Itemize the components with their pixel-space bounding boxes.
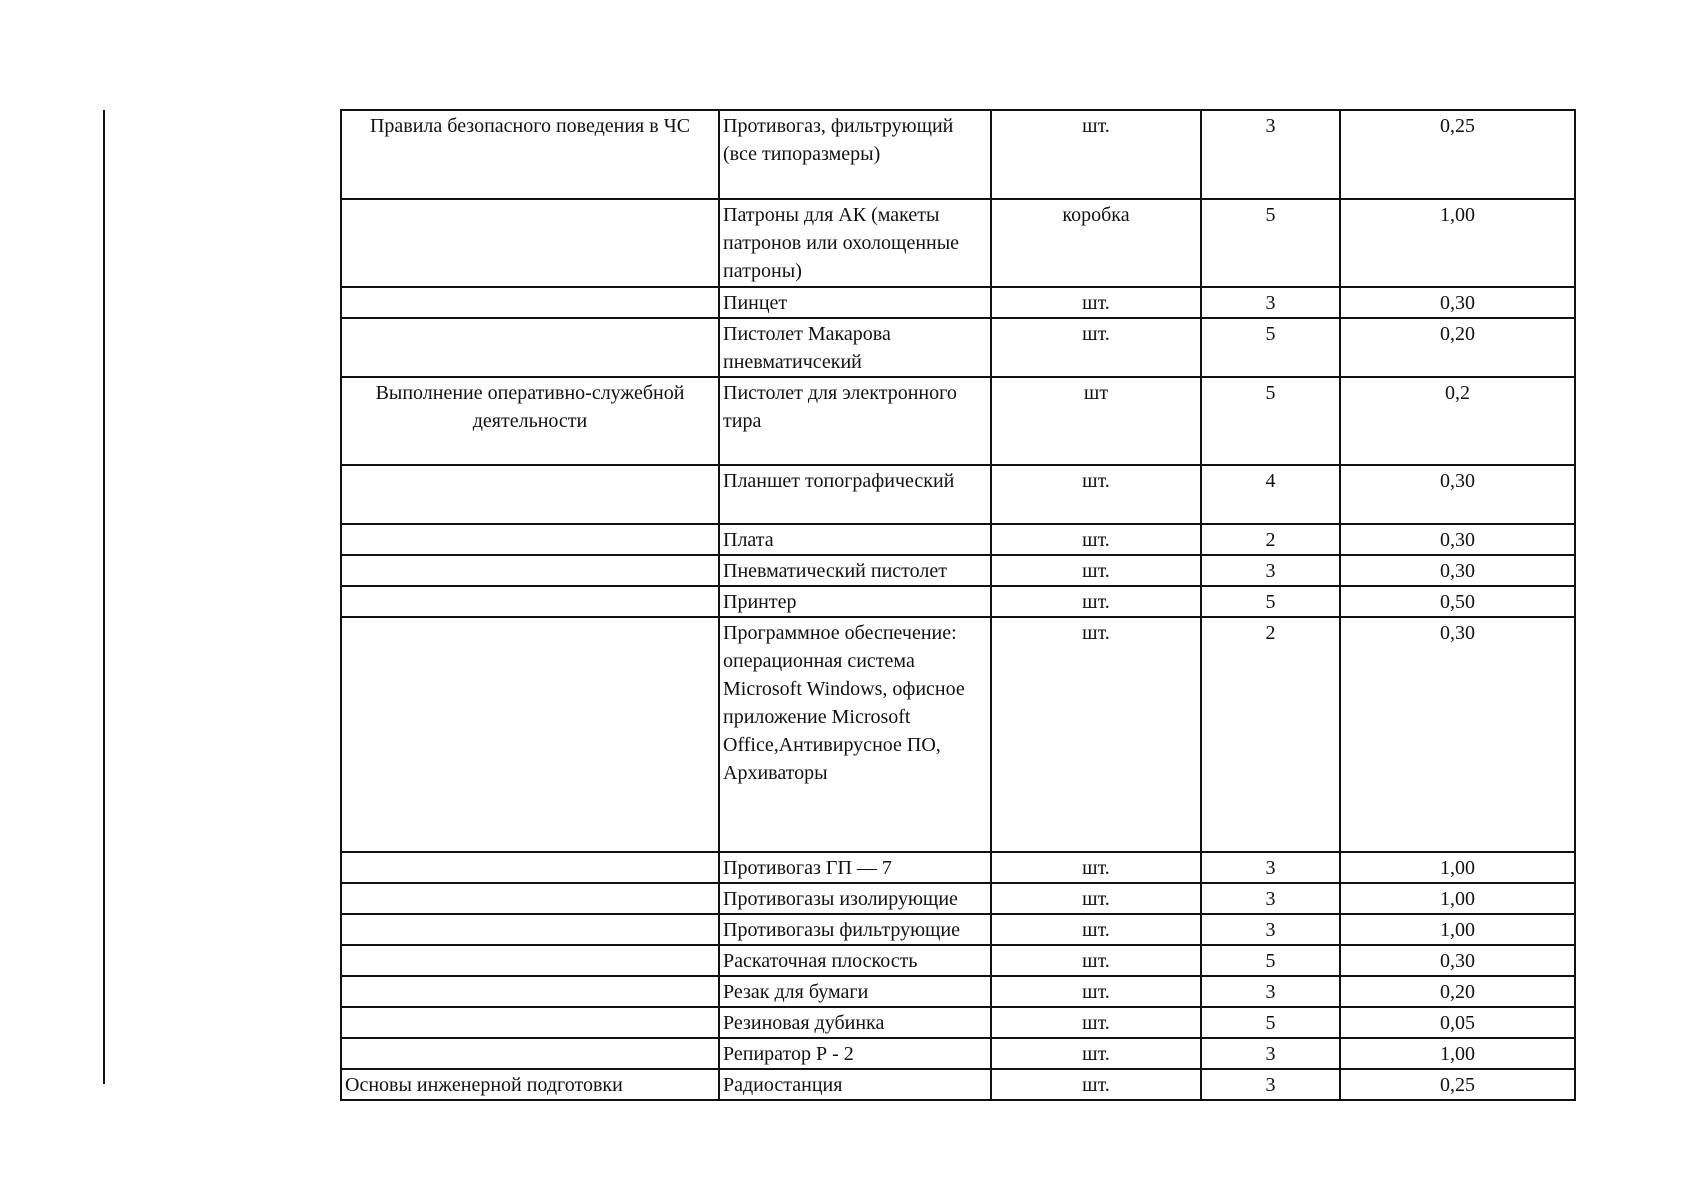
quantity-cell: 3: [1201, 287, 1340, 318]
discipline-cell: [341, 524, 719, 555]
item-cell: Пистолет Макарова пневматичсекий: [719, 318, 991, 377]
wear-rate-cell: 0,05: [1340, 1007, 1575, 1038]
discipline-cell: Правила безопасного поведения в ЧС: [341, 110, 719, 199]
discipline-cell: [341, 199, 719, 287]
wear-rate-cell: 0,30: [1340, 524, 1575, 555]
unit-cell: шт.: [991, 1007, 1201, 1038]
discipline-cell: [341, 287, 719, 318]
quantity-cell: 3: [1201, 914, 1340, 945]
quantity-cell: 5: [1201, 586, 1340, 617]
left-margin-line: [103, 110, 105, 1084]
table-row: [341, 976, 1575, 1007]
discipline-cell: [341, 617, 719, 852]
quantity-cell: 5: [1201, 377, 1340, 465]
wear-rate-cell: 0,2: [1340, 377, 1575, 465]
unit-cell: шт.: [991, 110, 1201, 199]
unit-cell: шт.: [991, 852, 1201, 883]
equipment-table: [340, 109, 1576, 1101]
unit-cell: шт.: [991, 318, 1201, 377]
unit-cell: шт.: [991, 1038, 1201, 1069]
wear-rate-cell: 0,30: [1340, 287, 1575, 318]
item-cell: Патроны для АК (макеты патронов или охолощенные патроны): [719, 199, 991, 287]
unit-cell: шт.: [991, 555, 1201, 586]
unit-cell: шт.: [991, 465, 1201, 524]
unit-cell: шт.: [991, 914, 1201, 945]
quantity-cell: 3: [1201, 883, 1340, 914]
item-cell: Противогаз, фильтрующий (все типоразмеры): [719, 110, 991, 199]
item-cell: Радиостанция: [719, 1069, 991, 1100]
unit-cell: шт.: [991, 976, 1201, 1007]
discipline-cell: [341, 555, 719, 586]
table-row: [341, 586, 1575, 617]
table-row: [341, 1038, 1575, 1069]
item-cell: Пистолет для электронного тира: [719, 377, 991, 465]
table-row: [341, 377, 1575, 465]
wear-rate-cell: 1,00: [1340, 852, 1575, 883]
table-row: [341, 287, 1575, 318]
wear-rate-cell: 1,00: [1340, 199, 1575, 287]
wear-rate-cell: 0,30: [1340, 465, 1575, 524]
discipline-cell: Выполнение оперативно-служебной деятельности: [341, 377, 719, 465]
table-row: [341, 199, 1575, 287]
unit-cell: шт.: [991, 945, 1201, 976]
quantity-cell: 4: [1201, 465, 1340, 524]
item-cell: Плата: [719, 524, 991, 555]
table-row: [341, 914, 1575, 945]
quantity-cell: 3: [1201, 976, 1340, 1007]
table-row: [341, 945, 1575, 976]
item-cell: Пинцет: [719, 287, 991, 318]
quantity-cell: 3: [1201, 555, 1340, 586]
item-cell: Раскаточная плоскость: [719, 945, 991, 976]
item-cell: Пневматический пистолет: [719, 555, 991, 586]
item-cell: Принтер: [719, 586, 991, 617]
quantity-cell: 5: [1201, 1007, 1340, 1038]
table-row: [341, 1069, 1575, 1100]
unit-cell: шт.: [991, 586, 1201, 617]
wear-rate-cell: 0,50: [1340, 586, 1575, 617]
table-row: [341, 617, 1575, 852]
discipline-cell: [341, 1007, 719, 1038]
table-row: [341, 852, 1575, 883]
discipline-cell: [341, 318, 719, 377]
wear-rate-cell: 0,25: [1340, 110, 1575, 199]
unit-cell: шт: [991, 377, 1201, 465]
wear-rate-cell: 1,00: [1340, 1038, 1575, 1069]
discipline-cell: [341, 914, 719, 945]
item-cell: Резак для бумаги: [719, 976, 991, 1007]
wear-rate-cell: 0,30: [1340, 555, 1575, 586]
item-cell: Планшет топографический: [719, 465, 991, 524]
item-cell: Противогаз ГП — 7: [719, 852, 991, 883]
table-row: [341, 883, 1575, 914]
item-cell: Резиновая дубинка: [719, 1007, 991, 1038]
table-row: [341, 110, 1575, 199]
quantity-cell: 2: [1201, 617, 1340, 852]
item-cell: Противогазы изолирующие: [719, 883, 991, 914]
quantity-cell: 5: [1201, 318, 1340, 377]
quantity-cell: 3: [1201, 1069, 1340, 1100]
quantity-cell: 3: [1201, 110, 1340, 199]
table-row: [341, 465, 1575, 524]
discipline-cell: Основы инженерной подготовки: [341, 1069, 719, 1100]
table-row: [341, 1007, 1575, 1038]
wear-rate-cell: 0,20: [1340, 318, 1575, 377]
quantity-cell: 3: [1201, 852, 1340, 883]
item-cell: Противогазы фильтрующие: [719, 914, 991, 945]
table-row: [341, 318, 1575, 377]
discipline-cell: [341, 852, 719, 883]
quantity-cell: 5: [1201, 199, 1340, 287]
quantity-cell: 5: [1201, 945, 1340, 976]
unit-cell: шт.: [991, 287, 1201, 318]
wear-rate-cell: 0,30: [1340, 945, 1575, 976]
wear-rate-cell: 0,20: [1340, 976, 1575, 1007]
wear-rate-cell: 1,00: [1340, 883, 1575, 914]
discipline-cell: [341, 586, 719, 617]
unit-cell: шт.: [991, 1069, 1201, 1100]
unit-cell: коробка: [991, 199, 1201, 287]
discipline-cell: [341, 1038, 719, 1069]
discipline-cell: [341, 883, 719, 914]
table-row: [341, 524, 1575, 555]
wear-rate-cell: 1,00: [1340, 914, 1575, 945]
discipline-cell: [341, 465, 719, 524]
quantity-cell: 3: [1201, 1038, 1340, 1069]
wear-rate-cell: 0,30: [1340, 617, 1575, 852]
table-row: [341, 555, 1575, 586]
item-cell: Программное обеспечение: операционная система Microsoft Windows, офисное приложение Microsoft Office,Антивирусное ПО, Архиваторы: [719, 617, 991, 852]
unit-cell: шт.: [991, 524, 1201, 555]
item-cell: Репиратор Р - 2: [719, 1038, 991, 1069]
unit-cell: шт.: [991, 883, 1201, 914]
quantity-cell: 2: [1201, 524, 1340, 555]
discipline-cell: [341, 976, 719, 1007]
unit-cell: шт.: [991, 617, 1201, 852]
discipline-cell: [341, 945, 719, 976]
wear-rate-cell: 0,25: [1340, 1069, 1575, 1100]
